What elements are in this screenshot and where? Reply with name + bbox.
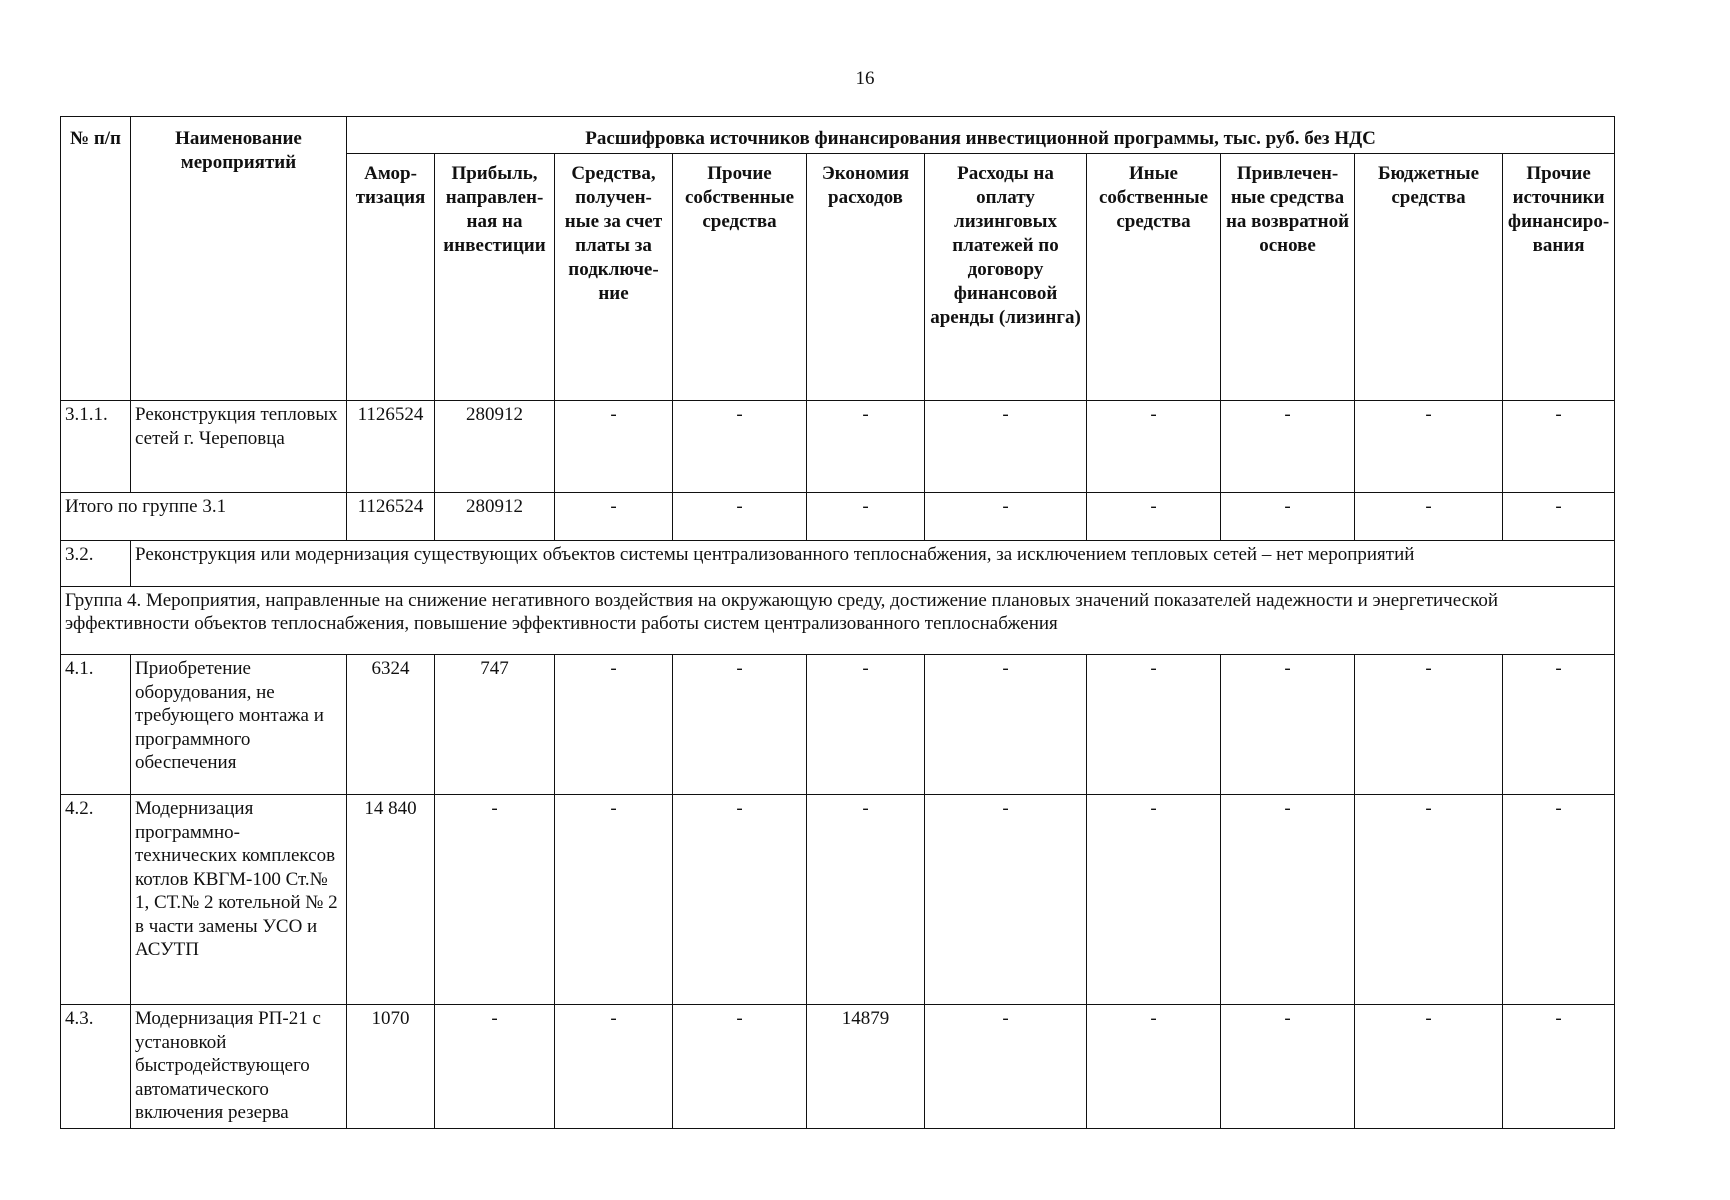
table-row	[61, 401, 1615, 493]
header-leasing: Расходы на оплату лизинговых платежей по договору финансовой аренды (лизинга)	[925, 154, 1087, 401]
cell-value: -	[1503, 401, 1615, 493]
cell-value: 6324	[347, 655, 435, 795]
cell-value: -	[1221, 493, 1355, 541]
header-other-own: Иные собственные средства	[1087, 154, 1221, 401]
cell-value: -	[1087, 655, 1221, 795]
cell-value: 280912	[435, 401, 555, 493]
header-budget: Бюджетные средства	[1355, 154, 1503, 401]
row-name: Приобретение оборудования, не требующего монтажа и программного обеспечения	[131, 655, 347, 795]
cell-value: -	[1087, 401, 1221, 493]
cell-value: -	[435, 1005, 555, 1129]
cell-value: -	[1221, 795, 1355, 1005]
table-row	[61, 795, 1615, 1005]
row-name: Модернизация РП-21 с установкой быстродействующего автоматического включения резерва	[131, 1005, 347, 1129]
cell-value: -	[925, 795, 1087, 1005]
cell-value: -	[1503, 795, 1615, 1005]
cell-value: -	[1503, 1005, 1615, 1129]
header-amortization: Амор-тизация	[347, 154, 435, 401]
header-profit: Прибыль, направлен-ная на инвестиции	[435, 154, 555, 401]
row-number: 4.1.	[61, 655, 131, 795]
cell-value: -	[925, 655, 1087, 795]
cell-value: -	[673, 1005, 807, 1129]
cell-value: 747	[435, 655, 555, 795]
subtotal-row	[61, 493, 1615, 541]
cell-value: 1126524	[347, 401, 435, 493]
cell-value: -	[1221, 655, 1355, 795]
cell-value: -	[1221, 401, 1355, 493]
cell-value: -	[1355, 655, 1503, 795]
header-borrowed: Привлечен-ные средства на возвратной основе	[1221, 154, 1355, 401]
cell-value: -	[673, 493, 807, 541]
cell-value: -	[1355, 795, 1503, 1005]
cell-value: -	[1355, 401, 1503, 493]
group-row	[61, 587, 1615, 655]
section-description: Реконструкция или модернизация существующих объектов системы централизованного теплоснабжения, за исключением тепловых сетей – нет мероприятий	[131, 541, 1615, 587]
cell-value: -	[673, 401, 807, 493]
section-row	[61, 541, 1615, 587]
cell-value: -	[1503, 493, 1615, 541]
cell-value: -	[925, 401, 1087, 493]
cell-value: -	[435, 795, 555, 1005]
cell-value: -	[555, 401, 673, 493]
row-name: Реконструкция тепловых сетей г. Череповца	[131, 401, 347, 493]
header-other-sources: Прочие источники финансиро-вания	[1503, 154, 1615, 401]
cell-value: 280912	[435, 493, 555, 541]
cell-value: -	[807, 493, 925, 541]
cell-value: -	[555, 655, 673, 795]
header-connection-fee: Средства, получен-ные за счет платы за подключе-ние	[555, 154, 673, 401]
cell-value: -	[1087, 493, 1221, 541]
header-sources: Расшифровка источников финансирования инвестиционной программы, тыс. руб. без НДС	[347, 117, 1615, 154]
row-number: 4.2.	[61, 795, 131, 1005]
row-name: Модернизация программно-технических комплексов котлов КВГМ-100 Ст.№ 1, СТ.№ 2 котельной № 2 в части замены УСО и АСУТП	[131, 795, 347, 1005]
cell-value: -	[1355, 1005, 1503, 1129]
investment-sources-table	[60, 116, 1615, 1129]
row-number: 3.2.	[61, 541, 131, 587]
page-number: 16	[855, 68, 875, 89]
cell-value: -	[807, 795, 925, 1005]
cell-value: -	[1355, 493, 1503, 541]
cell-value: -	[1087, 1005, 1221, 1129]
cell-value: -	[555, 795, 673, 1005]
cell-value: -	[925, 1005, 1087, 1129]
cell-value: 1126524	[347, 493, 435, 541]
cell-value: -	[555, 1005, 673, 1129]
cell-value: -	[925, 493, 1087, 541]
header-number: № п/п	[61, 117, 131, 401]
cell-value: -	[673, 655, 807, 795]
row-number: 3.1.1.	[61, 401, 131, 493]
cell-value: 1070	[347, 1005, 435, 1129]
cell-value: 14 840	[347, 795, 435, 1005]
cell-value: -	[1503, 655, 1615, 795]
group-description: Группа 4. Мероприятия, направленные на снижение негативного воздействия на окружающую среду, достижение плановых значений показателей надежности и энергетической эффективности объектов теплоснабжения, повышение эффективности работы систем централизованного теплоснабжения	[61, 587, 1615, 655]
header-other-own-funds: Прочие собственные средства	[673, 154, 807, 401]
cell-value: -	[555, 493, 673, 541]
header-cost-savings: Экономия расходов	[807, 154, 925, 401]
subtotal-label: Итого по группе 3.1	[61, 493, 347, 541]
cell-value: -	[807, 655, 925, 795]
cell-value: -	[1221, 1005, 1355, 1129]
table-row	[61, 655, 1615, 795]
row-number: 4.3.	[61, 1005, 131, 1129]
cell-value: -	[1087, 795, 1221, 1005]
cell-value: -	[807, 401, 925, 493]
table-row	[61, 1005, 1615, 1129]
cell-value: -	[673, 795, 807, 1005]
header-name: Наименование мероприятий	[131, 117, 347, 401]
cell-value: 14879	[807, 1005, 925, 1129]
